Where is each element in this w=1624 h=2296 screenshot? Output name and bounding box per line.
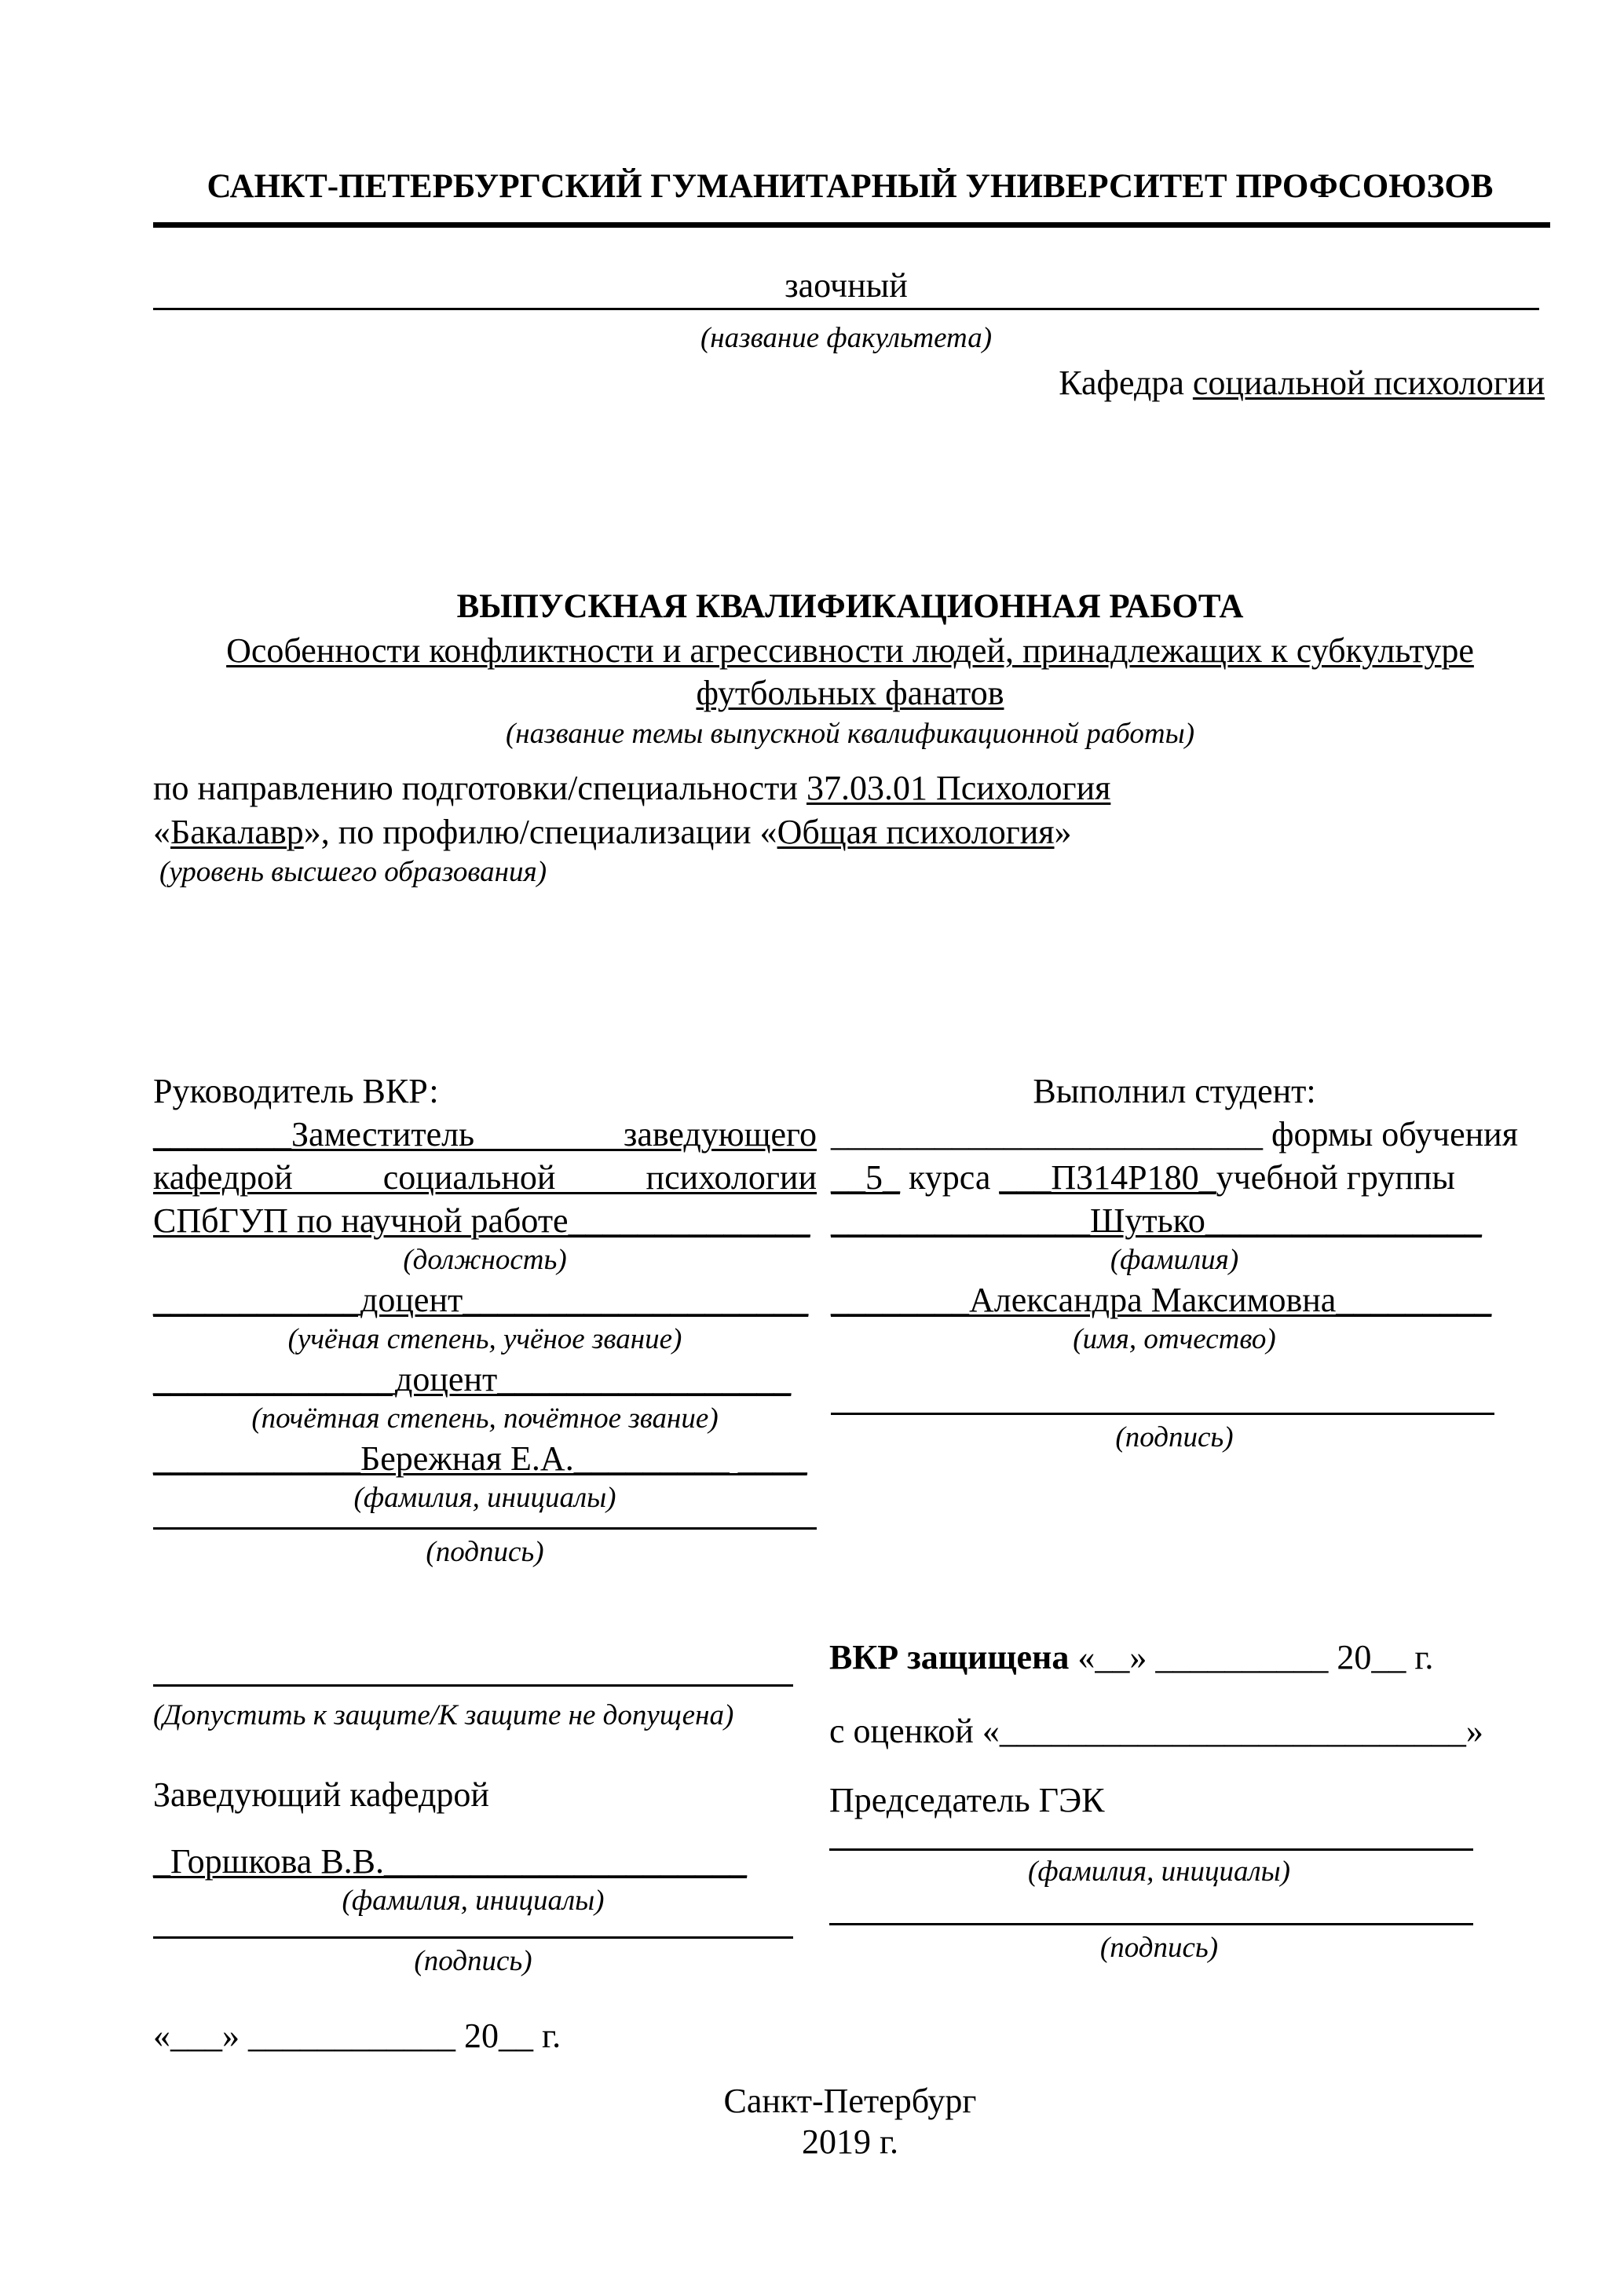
supervisor-position-line3: СПбГУП по научной работе______________ [153, 1201, 810, 1240]
supervisor-name-line: ____________Бережная Е.А._________ ____ [153, 1439, 807, 1478]
head-signature-line [153, 1936, 793, 1939]
head-name-caption: (фамилия, инициалы) [342, 1885, 605, 1917]
level-caption: (уровень высшего образования) [159, 856, 547, 888]
faculty-field [153, 264, 1539, 310]
degree-line [153, 810, 1547, 854]
supervisor-column [153, 1069, 817, 1570]
university-name: САНКТ-ПЕТЕРБУРГСКИЙ ГУМАНИТАРНЫЙ УНИВЕРСИТЕТ ПРОФСОЮЗОВ [207, 168, 1494, 205]
faculty-caption: (название факультета) [700, 322, 993, 354]
position-caption: (должность) [403, 1244, 567, 1276]
admission-line [153, 1684, 793, 1687]
chair-name-caption: (фамилия, инициалы) [1028, 1855, 1290, 1888]
student-group-line [831, 1156, 1518, 1199]
admission-date-line: «___» ____________ 20__ г. [153, 2016, 561, 2055]
defense-date-fill: «__» __________ 20__ г. [1069, 1638, 1434, 1676]
supervisor-sign-caption: (подпись) [426, 1536, 544, 1568]
student-column [831, 1069, 1518, 1456]
supervisor-position-line1: ________Заместитель заведующего [153, 1115, 817, 1153]
form-fill: _________________________ [831, 1115, 1263, 1153]
profile-value: Общая психология [777, 813, 1055, 851]
defense-grade-line: с оценкой «___________________________» [829, 1712, 1483, 1750]
degree-value: Бакалавр [170, 813, 304, 851]
department-label: Кафедра [1059, 364, 1193, 402]
department-value: социальной психологии [1192, 364, 1545, 402]
year: 2019 г. [801, 2122, 899, 2161]
defense-label: ВКР защищена [829, 1638, 1070, 1676]
degree-caption: (учёная степень, учёное звание) [287, 1323, 682, 1355]
degree-open-quote: « [153, 813, 170, 851]
degree-close-quote: » [1054, 813, 1072, 851]
chair-sign-caption: (подпись) [1099, 1932, 1219, 1964]
admission-block [153, 1684, 793, 2057]
supervisor-honor-line: ______________доцент_________________ [153, 1360, 792, 1398]
honor-caption: (почётная степень, почётное звание) [251, 1402, 719, 1435]
theme-title-line1: Особенности конфликтности и агрессивности людей, принадлежащих к субкультуре [226, 631, 1474, 670]
course-fill: __5_ [831, 1158, 900, 1197]
department-head-label: Заведующий кафедрой [153, 1775, 489, 1814]
chair-label: Председатель ГЭК [829, 1781, 1105, 1819]
defense-block [829, 1636, 1489, 1966]
theme-caption: (название темы выпускной квалификационной работы) [505, 718, 1195, 750]
student-signature-line [831, 1413, 1494, 1415]
direction-value: 37.03.01 Психология [806, 769, 1111, 807]
group-label: учебной группы [1216, 1158, 1455, 1197]
supervisor-position-line2: кафедрой социальной психологии [153, 1158, 817, 1197]
student-name-line: ________Александра Максимовна_________ [831, 1281, 1492, 1319]
student-label: Выполнил студент: [1033, 1072, 1316, 1110]
supervisor-name-caption: (фамилия, инициалы) [353, 1482, 616, 1514]
chair-signature-line [829, 1923, 1473, 1925]
admission-caption: (Допустить к защите/К защите не допущена) [153, 1699, 734, 1731]
chair-name-line [829, 1848, 1473, 1851]
supervisor-degree-line: ____________доцент____________________ [153, 1281, 809, 1319]
department-head-name-line: _Горшкова В.В._____________________ [153, 1842, 748, 1881]
city: Санкт-Петербург [723, 2082, 977, 2120]
supervisor-label: Руководитель ВКР: [153, 1072, 439, 1110]
work-type-title: ВЫПУСКНАЯ КВАЛИФИКАЦИОННАЯ РАБОТА [456, 588, 1244, 625]
head-sign-caption: (подпись) [414, 1945, 532, 1977]
form-label: формы обучения [1263, 1115, 1518, 1153]
student-surname-line: _______________Шутько________________ [831, 1201, 1482, 1240]
faculty-value: заочный [785, 266, 908, 305]
header-rule [153, 222, 1550, 228]
defense-date-line [829, 1636, 1489, 1679]
department-line [153, 361, 1545, 405]
supervisor-signature-line [153, 1527, 817, 1530]
student-name-caption: (имя, отчество) [1073, 1323, 1276, 1355]
student-sign-caption: (подпись) [1115, 1421, 1234, 1453]
direction-line [153, 766, 1547, 810]
degree-mid: », по профилю/специализации « [303, 813, 777, 851]
direction-block [153, 766, 1547, 890]
theme-title-line2: футбольных фанатов [696, 674, 1004, 712]
footer-block [153, 2081, 1547, 2163]
group-fill: ___ПЗ14Р180_ [999, 1158, 1216, 1197]
student-surname-caption: (фамилия) [1110, 1244, 1239, 1276]
direction-prefix: по направлению подготовки/специальности [153, 769, 807, 807]
student-form-line [831, 1113, 1518, 1156]
course-label: курса [900, 1158, 1000, 1197]
